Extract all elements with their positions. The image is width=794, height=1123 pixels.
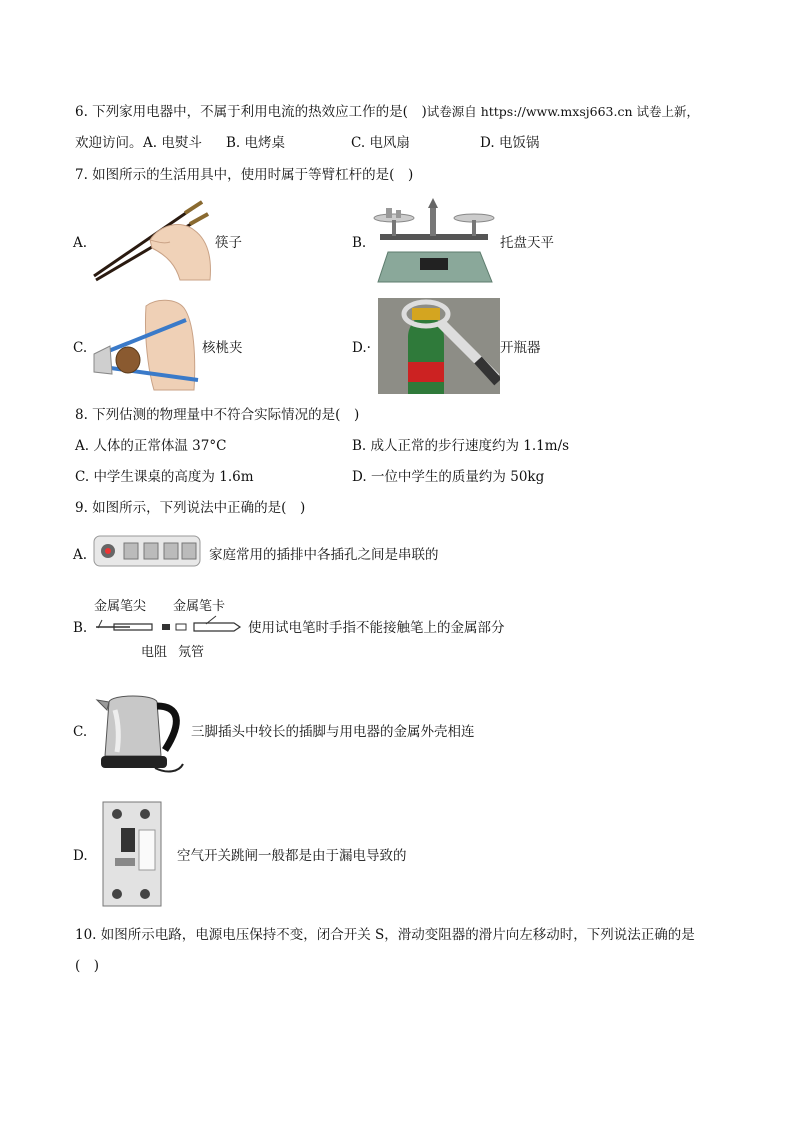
- q7-option-b-caption: 托盘天平: [500, 235, 554, 251]
- q6-option-c: C. 电风扇: [351, 135, 410, 151]
- q7-option-c-key: C.: [73, 340, 88, 356]
- q9-option-a-text: 家庭常用的插排中各插孔之间是串联的: [209, 547, 439, 563]
- bottle-opener-image: [378, 298, 500, 394]
- pen-label-resistor: 电阻: [141, 645, 168, 660]
- balance-scale-image: [370, 194, 498, 286]
- q7-stem: 7. 如图所示的生活用具中，使用时属于等臂杠杆的是( ): [75, 167, 414, 183]
- electric-kettle-image: [95, 680, 187, 780]
- q6-option-b: B. 电烤桌: [226, 135, 286, 151]
- chopsticks-image: [90, 196, 215, 282]
- q8-stem: 8. 下列估测的物理量中不符合实际情况的是( ): [75, 407, 360, 423]
- power-strip-image: [92, 530, 202, 572]
- pen-label-neon: 氖管: [178, 645, 205, 660]
- q9-option-c-key: C.: [73, 724, 88, 740]
- q8-option-d: D. 一位中学生的质量约为 50kg: [352, 469, 545, 485]
- q6-option-a: A. 电熨斗: [143, 135, 202, 151]
- pen-label-tip: 金属笔尖: [94, 599, 147, 614]
- q7-option-c-caption: 核桃夹: [202, 340, 243, 356]
- q7-option-a-key: A.: [73, 235, 88, 251]
- q7-option-d-key: D.·: [352, 340, 371, 356]
- q7-option-d-caption: 开瓶器: [500, 340, 541, 356]
- q6-welcome: 欢迎访问。: [75, 135, 143, 151]
- q7-option-b-key: B.: [352, 235, 367, 251]
- q8-option-b: B. 成人正常的步行速度约为 1.1m/s: [352, 438, 570, 454]
- q9-option-b-key: B.: [73, 620, 88, 636]
- nutcracker-image: [90, 296, 202, 392]
- q8-option-c: C. 中学生课桌的高度为 1.6m: [75, 469, 254, 485]
- q7-option-a-caption: 筷子: [215, 235, 242, 251]
- air-switch-image: [101, 800, 163, 908]
- q9-option-c-text: 三脚插头中较长的插脚与用电器的金属外壳相连: [191, 724, 475, 740]
- q9-option-d-key: D.: [73, 848, 88, 864]
- q9-option-d-text: 空气开关跳闸一般都是由于漏电导致的: [177, 848, 407, 864]
- q9-option-b-text: 使用试电笔时手指不能接触笔上的金属部分: [248, 620, 505, 636]
- test-pen-image: [94, 614, 244, 638]
- q6-option-d: D. 电饭锅: [480, 135, 540, 151]
- q6-line-1: [75, 103, 699, 121]
- q9-option-a-key: A.: [73, 547, 88, 563]
- q6-line-2: [75, 134, 143, 152]
- pen-label-clip: 金属笔卡: [173, 599, 226, 614]
- q8-option-a: A. 人体的正常体温 37°C: [75, 438, 227, 454]
- q6-source-note: 试卷源自 https://www.mxsj663.cn 试卷上新，: [426, 104, 699, 119]
- q6-stem: 6. 下列家用电器中，不属于利用电流的热效应工作的是( ): [75, 104, 427, 120]
- q9-stem: 9. 如图所示，下列说法中正确的是( ): [75, 500, 306, 516]
- q10-stem: 10. 如图所示电路，电源电压保持不变，闭合开关 S，滑动变阻器的滑片向左移动时，下列说法正确的是: [75, 927, 695, 943]
- q10-paren: ( ): [75, 958, 100, 974]
